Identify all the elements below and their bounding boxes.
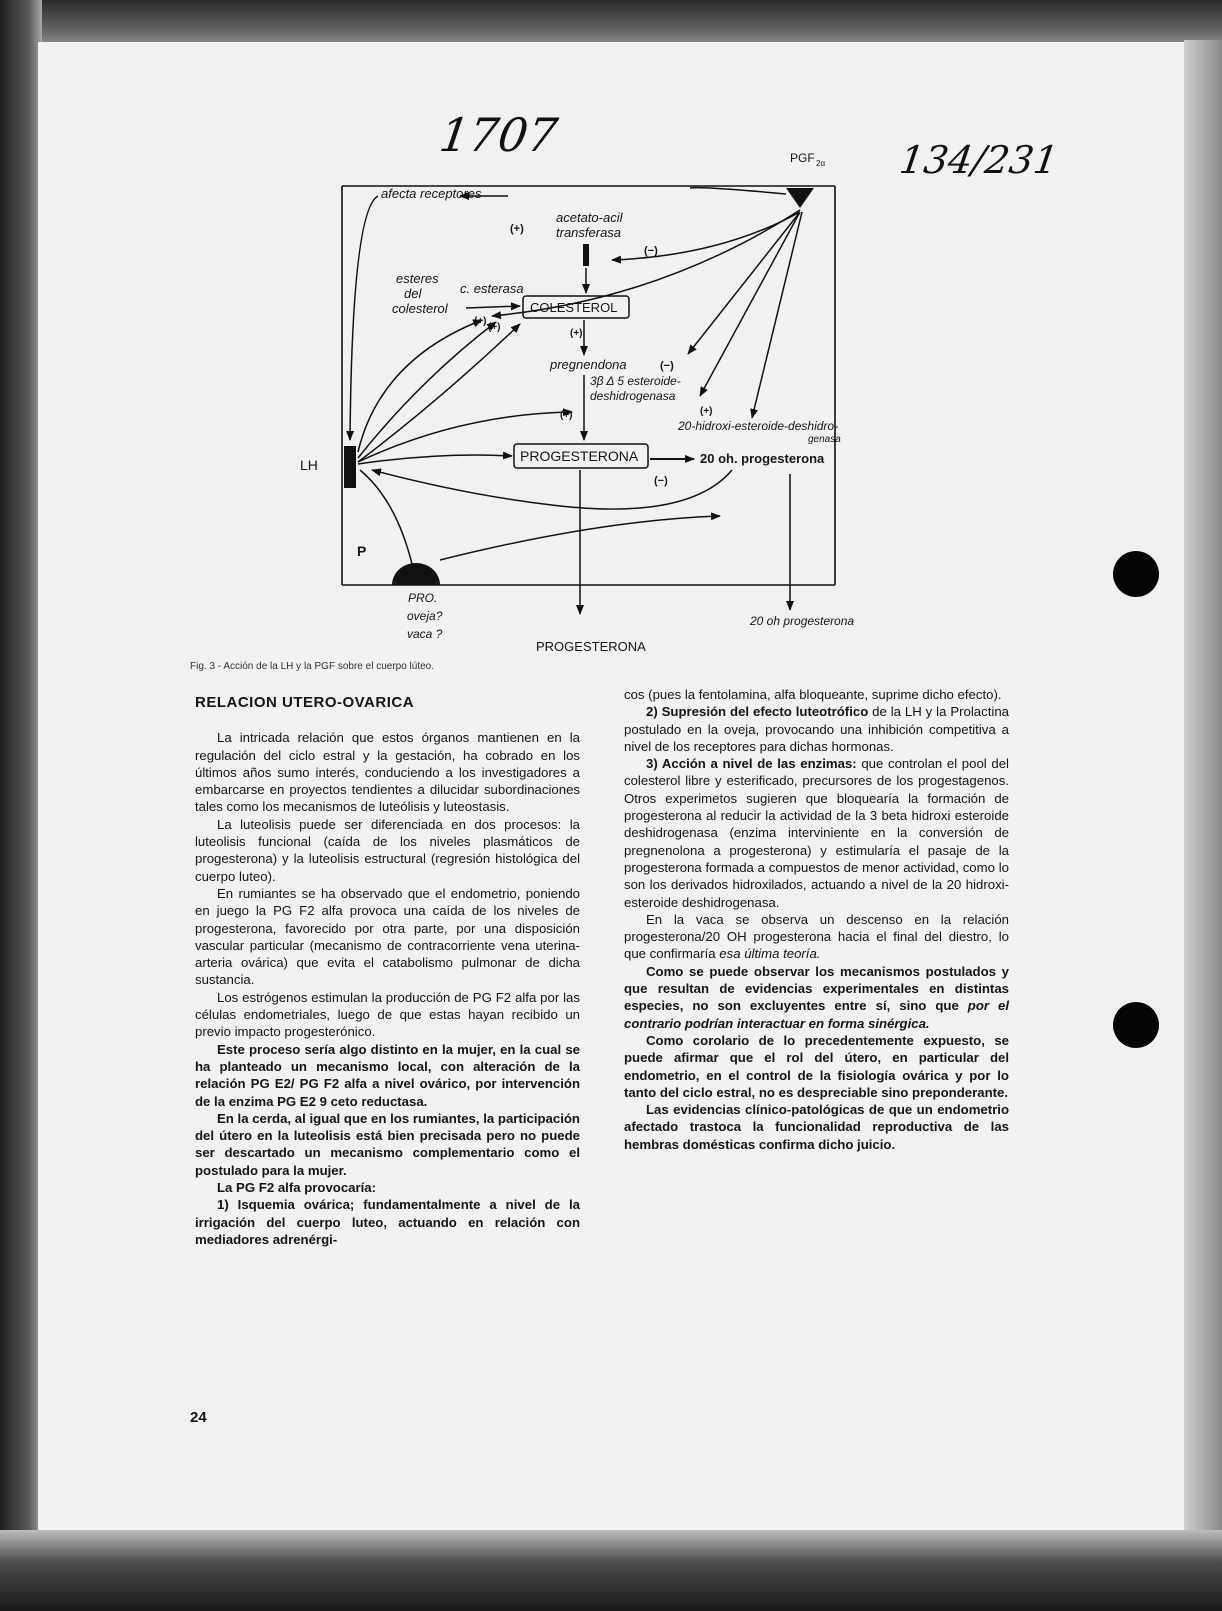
left-paragraph-3: En rumiantes se ha observado que el endometrio, poniendo en juego la PG F2 alfa provoca una caída de los niveles de progesterona, favorecido por otra parte, por una disposición vascular particular (mecanismo de contracorriente vena uterina-arteria ovárica) que evita el catabolismo pulmonar de dicha sustancia.: [195, 885, 580, 988]
left-column: [195, 694, 580, 1248]
lh-to-pregnenolona: [358, 324, 520, 462]
lh-to-progesterona: [358, 455, 512, 464]
right-item-2-text: de la LH y la Prolactina postulado en la oveja, provocando una inhibición competitiva a nivel de los receptores para dichas hormonas.: [624, 704, 1009, 754]
right-item-3-text: que controlan el pool del colesterol libre y esterificado, precursores de los progestagenos. Otros experimetos sugieren que bloquearía la formación de progesterona al reducir la actividad de la 3 beta hidroxi esteroide deshidrogenasa (enzima interviniente en la conversión de pregnenolona a progesterona) y estimularía el pasaje de la progesterona formada a compuestos de menor actividad, como lo son los derivados hidroxilados, actuando a nivel de la 20 hidroxi-esteroide deshidrogenasa.: [624, 756, 1009, 910]
figure-caption: Fig. 3 - Acción de la LH y la PGF sobre el cuerpo lúteo.: [190, 661, 435, 672]
oveja-label: oveja?: [407, 609, 443, 623]
pro-label: PRO.: [408, 591, 438, 605]
pgf-to-acetato: [612, 212, 800, 260]
right-como-text: Como se puede observar los mecanismos postulados y que resultan de evidencias experimentales en distintas especies, no son excluyentes entre sí, sino que: [624, 963, 1009, 1014]
transferasa-label: transferasa: [556, 225, 622, 240]
lh-to-colesterol-1: [358, 320, 482, 452]
pgf-triangle-icon: [786, 188, 814, 208]
left-item-1: [195, 1196, 580, 1248]
pgf-subscript: 2α: [816, 159, 826, 168]
page-number: 24: [190, 1409, 207, 1426]
acetato-bar: [583, 244, 589, 266]
receptores-to-lh: [350, 196, 378, 440]
colesterol-box-label: COLESTEROL: [530, 300, 618, 315]
right-paragraph-1: cos (pues la fentolamina, alfa bloqueante, suprime dicho efecto).: [624, 687, 1002, 702]
sign-minus-acetato: (−): [644, 245, 658, 257]
hsd-label-line2: deshidrogenasa: [590, 389, 676, 403]
pro-to-lh: [360, 470, 412, 564]
right-item-2: [624, 703, 1009, 755]
sign-minus-progesterona: (−): [654, 475, 668, 487]
c-esterasa-label: c. esterasa: [460, 281, 524, 296]
sign-plus-hsd: (+): [560, 410, 573, 421]
binder-hole-bottom: [1113, 1002, 1159, 1048]
right-paragraph-corolario: Como corolario de lo precedentemente expuesto, se puede afirmar que el rol del útero, en particular del endometrio, en el control de la fisiología ovárica y por lo tanto del ciclo estral, no es despreciable sino preponderante.: [624, 1032, 1009, 1100]
pgf-to-hydroxy: [752, 212, 802, 418]
right-vaca-text: En la vaca se observa un descenso en la relación progesterona/20 OH progesterona hacia el final del diestro, lo que confirmaría: [624, 911, 1009, 962]
del-label: del: [404, 286, 422, 301]
luteolysis-diagram: [0, 0, 1222, 660]
vaca-label: vaca ?: [407, 627, 443, 641]
left-item-1-title: 1) Isquemia ovárica;: [217, 1197, 355, 1213]
pro-semicircle-icon: [392, 563, 440, 585]
p-label: P: [357, 543, 367, 559]
hsd-label-line1: 3β Δ 5 esteroide-: [590, 374, 681, 388]
left-paragraph-4: Los estrógenos estimulan la producción de PG F2 alfa por las células endometriales, luego de que estas hayan recibido un previo impacto progesterónico.: [195, 989, 580, 1040]
scan-edge-bottom: [0, 1530, 1222, 1611]
oh-feedback-arc: [372, 470, 732, 509]
pgf-label: PGF: [790, 151, 815, 165]
hydroxy-label-line2: genasa: [808, 434, 841, 445]
pgf-to-receptores: [690, 188, 786, 194]
sign-plus-acetato: (+): [510, 223, 524, 235]
right-paragraph-como: [624, 963, 1009, 1032]
lh-block: [344, 446, 356, 488]
right-item-3: [624, 755, 1009, 911]
esteres-label: esteres: [396, 271, 439, 286]
right-como-italic: por el contrario podrían interactuar en forma sinérgica.: [624, 998, 1010, 1031]
oh-progesterona-label: 20 oh. progesterona: [700, 451, 825, 466]
section-heading: RELACION UTERO-OVARICA: [195, 694, 415, 711]
pgf-to-pregnenolona: [688, 212, 800, 354]
right-paragraph-evidencias: Las evidencias clínico-patológicas de que un endometrio afectado trastoca la funcionalidad reproductiva de las hembras domésticas confirma dicho juicio.: [624, 1102, 1009, 1152]
bottom-oh-label: 20 oh progesterona: [750, 614, 855, 628]
right-vaca-italic: esa última teoría.: [719, 946, 821, 962]
acetato-label: acetato-acil: [556, 210, 623, 225]
left-paragraph-2: La luteolisis puede ser diferenciada en dos procesos: la luteolisis funcional (caída de los niveles plasmáticos de progesterona) y la luteolisis estructural (regresión histológica del cuerpo luteo).: [195, 816, 580, 884]
sign-plus-lh1: (+): [474, 316, 487, 327]
left-paragraph-5: Este proceso sería algo distinto en la mujer, en la cual se ha planteado un mecanismo local, con alteración de la relación PG E2/ PG F2 alfa a nivel ovárico, por intervención de la enzima PG E2 9 ceto reductasa.: [195, 1041, 580, 1109]
lh-to-colesterol-2: [358, 322, 496, 458]
colesterol-small-label: colesterol: [392, 301, 448, 316]
bottom-progesterona-label: PROGESTERONA: [536, 639, 646, 654]
esterase-arrow: [466, 306, 520, 308]
afecta-receptores-label: afecta receptores: [381, 186, 482, 201]
right-item-3-title: 3) Acción a nivel de las enzimas:: [646, 756, 857, 772]
hydroxy-label-line1: 20-hidroxi-esteroide-deshidro-: [678, 419, 839, 433]
sign-plus-colesterol: (+): [570, 328, 583, 339]
sign-minus-pregnenolona: (−): [660, 360, 674, 372]
left-paragraph-1: La intricada relación que estos órganos mantienen en la regulación del ciclo estral y la gestación, ha cobrado en los últimos años sumo interés, conduciendo a los investigadores a embarcarse en proyectos tendientes a dilucidar subordinaciones tales como los mecanismos de luteólisis y luteostasis.: [195, 730, 580, 815]
handwritten-reference: 134/231: [896, 138, 1061, 182]
left-item-1-text: fundamentalmente a nivel de la irrigación del cuerpo luteo, actuando en relación con mediadores adrenérgi-: [195, 1197, 580, 1247]
progesterona-box-label: PROGESTERONA: [520, 448, 639, 464]
left-paragraph-6: En la cerda, al igual que en los rumiantes, la participación del útero en la luteolisis está bien precisada pero no puede ser descartado un mecanismo complementario como el postulado para la mujer.: [195, 1110, 580, 1178]
handwritten-number: 1707: [436, 108, 561, 162]
lh-label: LH: [300, 457, 318, 473]
pregnenolona-label: pregnendona: [550, 357, 627, 372]
right-column: [624, 686, 1009, 1153]
right-paragraph-vaca: [624, 911, 1009, 963]
sign-plus-lh2: (+): [488, 322, 501, 333]
left-paragraph-7: La PG F2 alfa provocaría:: [217, 1180, 377, 1196]
right-item-2-title: 2) Supresión del efecto luteotrófico: [646, 704, 869, 720]
sign-plus-hydroxy: (+): [700, 406, 713, 417]
